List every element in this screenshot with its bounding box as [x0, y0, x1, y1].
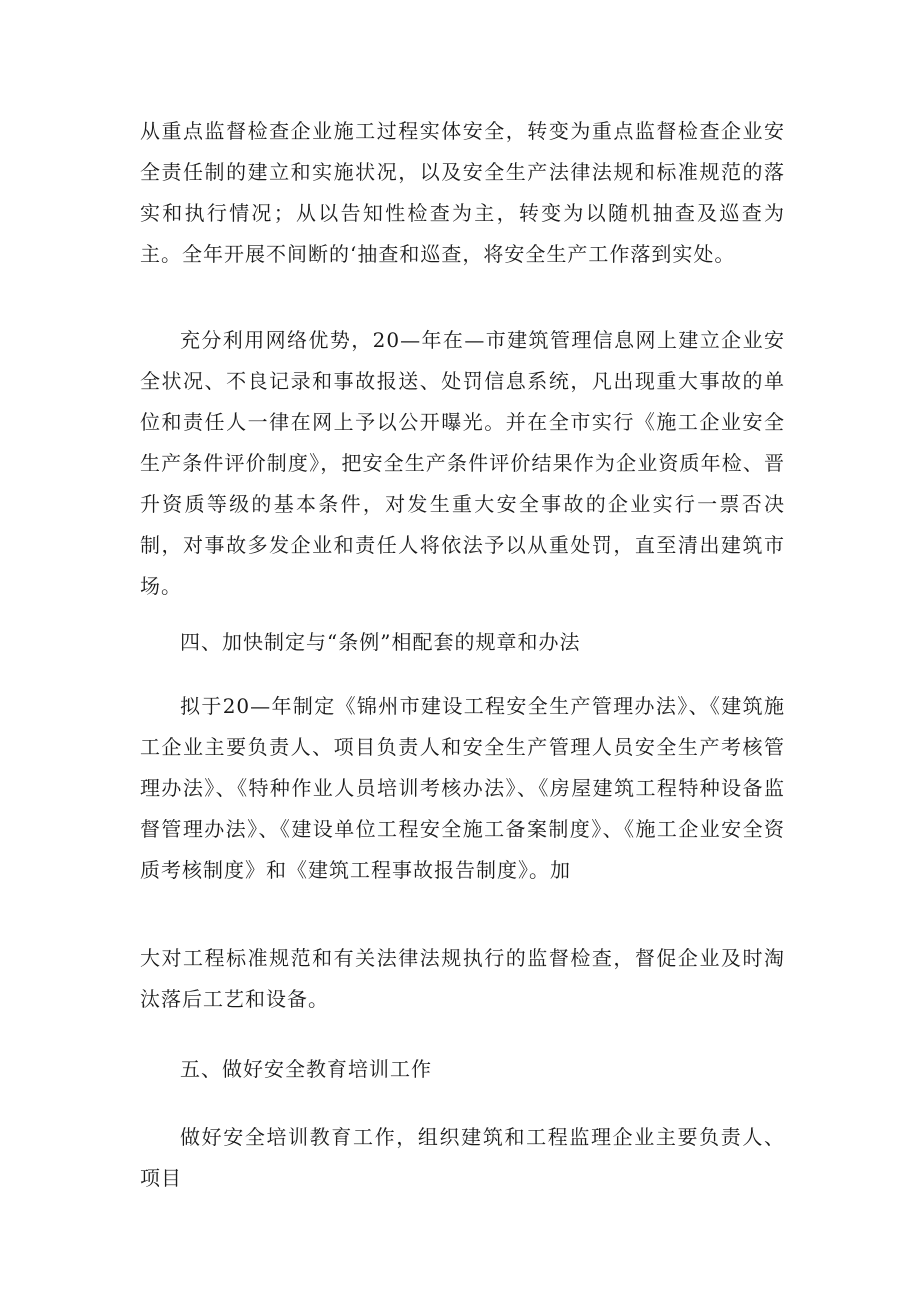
paragraph-regulations-plan: 拟于20—年制定《锦州市建设工程安全生产管理办法》、《建筑施工企业主要负责人、项目负责人和安全生产管理人员安全生产考核管理办法》、《特种作业人员培训考核办法》、《房屋建筑工程特种设备监督管理办法》、《建设单位工程安全施工备案制度》、《施工企业安全资质考核制度》和《建筑工程事故报告制度》。加	[140, 694, 785, 882]
paragraph-standards-enforcement: 大对工程标准规范和有关法律法规执行的监督检查，督促企业及时淘汰落后工艺和设备。	[140, 946, 785, 1011]
section-heading-4: 四、加快制定与“条例”相配套的规章和办法	[180, 630, 581, 654]
paragraph-training: 做好安全培训教育工作，组织建筑和工程监理企业主要负责人、项目	[140, 1125, 785, 1190]
section-heading-5: 五、做好安全教育培训工作	[180, 1057, 432, 1081]
paragraph-supervision-shift: 从重点监督检查企业施工过程实体安全，转变为重点监督检查企业安全责任制的建立和实施状况，以及安全生产法律法规和标准规范的落实和执行情况；从以告知性检查为主，转变为以随机抽查及巡查为主。全年开展不间断的‘抽查和巡查，将安全生产工作落到实处。	[140, 119, 785, 266]
paragraph-network-advantage: 充分利用网络优势，20—年在—市建筑管理信息网上建立企业安全状况、不良记录和事故报送、处罚信息系统，凡出现重大事故的单位和责任人一律在网上予以公开曝光。并在全市实行《施工企业安全生产条件评价制度》，把安全生产条件评价结果作为企业资质年检、晋升资质等级的基本条件，对发生重大安全事故的企业实行一票否决制，对事故多发企业和责任人将依法予以从重处罚，直至清出建筑市场。	[140, 328, 785, 598]
